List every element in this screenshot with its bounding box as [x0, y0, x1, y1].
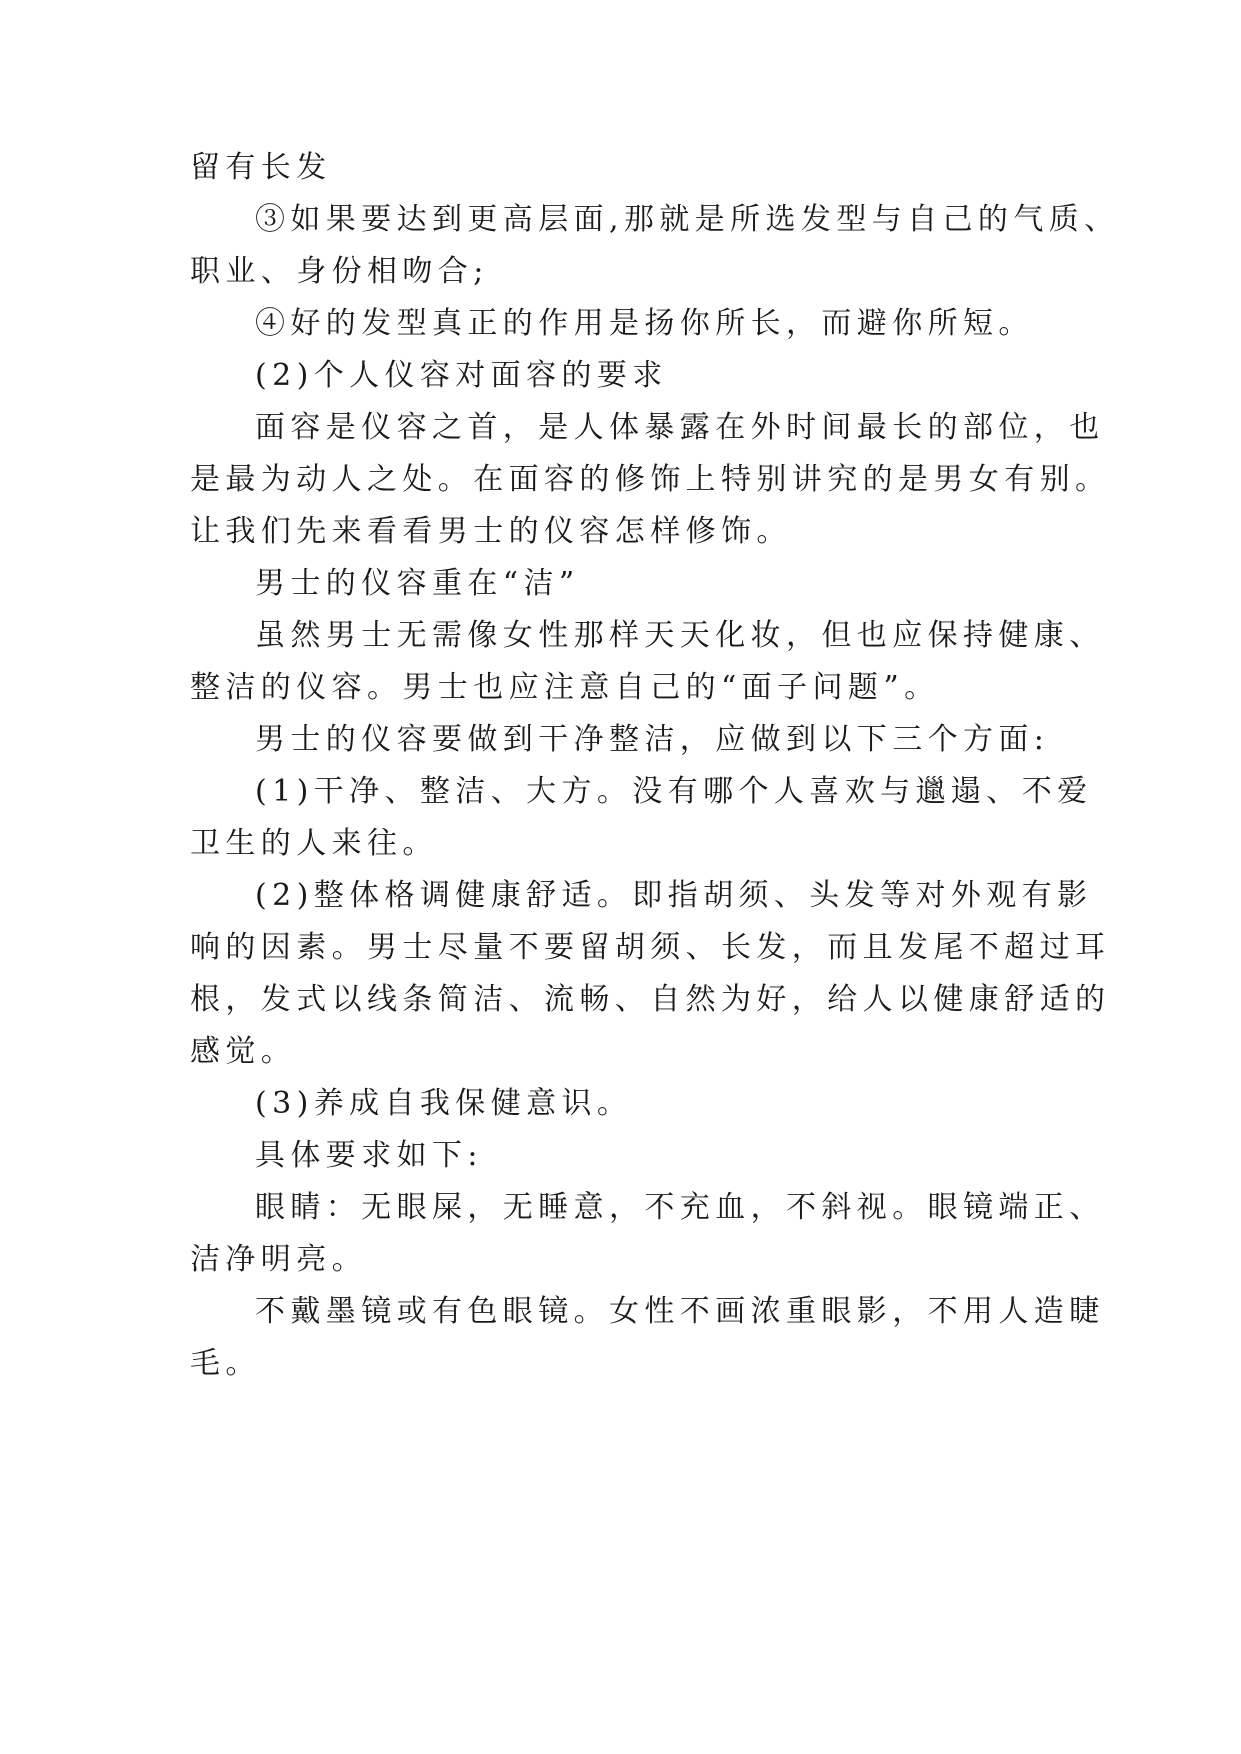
text-line: 具体要求如下:	[255, 1138, 483, 1173]
text-line: 毛。	[190, 1346, 261, 1381]
text-line: ④好的发型真正的作用是扬你所长，而避你所短。	[255, 306, 1034, 341]
text-line: 让我们先来看看男士的仪容怎样修饰。	[190, 514, 792, 549]
text-line: 虽然男士无需像女性那样天天化妆，但也应保持健康、	[255, 618, 1105, 653]
text-line: 根，发式以线条简洁、流畅、自然为好，给人以健康舒适的	[190, 982, 1111, 1017]
text-line: 面容是仪容之首，是人体暴露在外时间最长的部位，也	[255, 410, 1105, 445]
text-line: 是最为动人之处。在面容的修饰上特别讲究的是男女有别。	[190, 462, 1111, 497]
text-line: ③如果要达到更高层面,那就是所选发型与自己的气质、	[255, 202, 1120, 237]
text-line: (1)干净、整洁、大方。没有哪个人喜欢与邋遢、不爱	[255, 774, 1093, 809]
text-line: (3)养成自我保健意识。	[255, 1086, 633, 1121]
text-line: 眼睛：无眼屎，无睡意，不充血，不斜视。眼镜端正、	[255, 1190, 1105, 1225]
text-line: (2)整体格调健康舒适。即指胡须、头发等对外观有影	[255, 878, 1093, 913]
text-line: 男士的仪容要做到干净整洁，应做到以下三个方面:	[255, 722, 1050, 757]
text-line: 洁净明亮。	[190, 1242, 367, 1277]
text-line: 响的因素。男士尽量不要留胡须、长发，而且发尾不超过耳	[190, 930, 1111, 965]
text-line: 卫生的人来往。	[190, 826, 438, 861]
text-line: 整洁的仪容。男士也应注意自己的“面子问题”。	[190, 670, 940, 705]
section-heading: (2)个人仪容对面容的要求	[255, 358, 668, 393]
subheading: 男士的仪容重在“洁”	[255, 566, 580, 601]
text-line: 不戴墨镜或有色眼镜。女性不画浓重眼影，不用人造睫	[255, 1294, 1105, 1329]
text-line: 感觉。	[190, 1034, 297, 1069]
text-line: 职业、身份相吻合;	[190, 254, 489, 289]
text-line: 留有长发	[190, 150, 332, 185]
